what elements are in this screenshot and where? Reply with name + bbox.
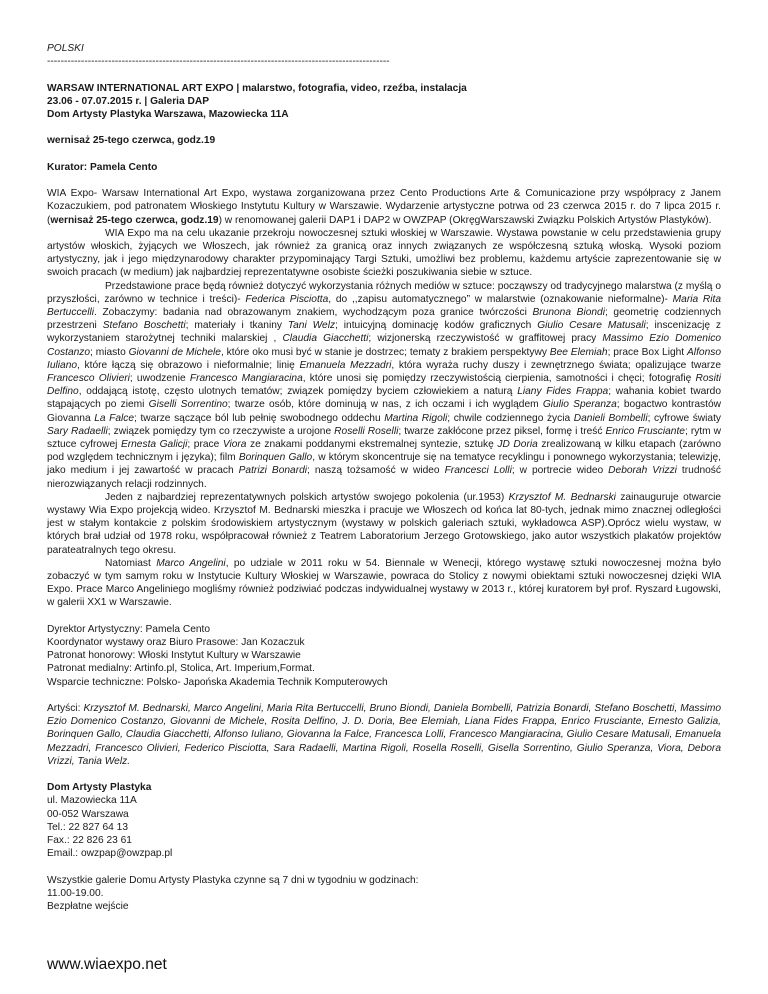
curator-line bbox=[47, 161, 721, 174]
artist-name: Bee Elemiah bbox=[549, 346, 608, 358]
language-label: POLSKI bbox=[47, 43, 84, 54]
vernissage-line bbox=[47, 134, 721, 147]
text-run: ; chwile codziennego życia bbox=[447, 412, 574, 424]
text-run: ; geometrię codziennych przestrzeni bbox=[47, 307, 721, 332]
separator-line: ----------------------------------------------------------------------------------------------------- bbox=[47, 56, 390, 68]
aim-paragraph: WIA Expo ma na celu ukazanie przekroju nowoczesnej sztuki włoskiej w Warszawie. Wystawa powstanie w celu przedstawienia grupy artystów włoskich, żyjących we Włoszech, jak również za granicą oraz innych związanych ze współczesną sztuką włoską. Wysoki poziom artystyczny, jak i jego międzynarodowy charakter przypominający Targi Sztuki, umożliwi bez problemu, każdemu artyście zaprezentowanie się w swoich pracach (w medium) jak najbardziej reprezentatywne osobiste ścieżki poszukiwania siebie w sztuce. bbox=[47, 227, 721, 279]
text-run: ; materiały i tkaniny bbox=[185, 320, 288, 332]
event-venue bbox=[47, 108, 721, 121]
contact-block bbox=[47, 781, 721, 860]
event-title bbox=[47, 82, 721, 95]
curator-text: Kurator: Pamela Cento bbox=[47, 161, 158, 173]
hours-line-3: Bezpłatne wejście bbox=[47, 901, 129, 913]
artist-name: Giselli Sorrentino bbox=[148, 399, 228, 411]
intro-part-2: ) w renomowanej galerii DAP1 i DAP2 w OWZPAP (OkręgWarszawski Związku Polskich Artystów Plastyków). bbox=[218, 214, 712, 226]
artist-name: Marco Angelini bbox=[156, 557, 226, 569]
artist-name: Rositi Delfino bbox=[47, 373, 721, 398]
artist-name: Federica Pisciotta bbox=[245, 293, 329, 305]
artists-paragraph bbox=[47, 702, 721, 768]
text-run: ; intuicyjną dominację kodów graficznych bbox=[335, 320, 538, 332]
intro-paragraph bbox=[47, 187, 721, 227]
artist-name: Massimo Ezio Domenico Costanzo bbox=[47, 333, 721, 358]
text-run: ; twarze sączące ból lub pełnię swobodnego oddechu bbox=[134, 412, 385, 424]
hours-block bbox=[47, 874, 721, 914]
text-run: Jeden z najbardziej reprezentatywnych polskich artystów swojego pokolenia (ur.1953) bbox=[105, 491, 509, 503]
contact-street: ul. Mazowiecka 11A bbox=[47, 795, 137, 807]
contact-email: Email.: owzpap@owzpap.pl bbox=[47, 848, 173, 860]
artist-name: Danieli Bombelli bbox=[573, 412, 648, 424]
credit-line: Dyrektor Artystyczny: Pamela Cento bbox=[47, 623, 211, 635]
text-run: , które unosi się pomiędzy rzeczywistością cierpienia, samotności i chęci; fotografię bbox=[302, 373, 696, 385]
document-page bbox=[47, 42, 721, 913]
artist-name: Deborah Vrizzi bbox=[608, 465, 677, 477]
hours-line-1: Wszystkie galerie Domu Artysty Plastyka czynne są 7 dni w tygodniu w godzinach: bbox=[47, 874, 419, 886]
artist-name: Giovanni de Michele bbox=[128, 346, 221, 358]
artist-name: Stefano Boschetti bbox=[102, 320, 186, 332]
event-venue-text: Dom Artysty Plastyka Warszawa, Mazowiecka 11A bbox=[47, 109, 289, 120]
contact-fax: Fax.: 22 826 23 61 bbox=[47, 835, 132, 847]
text-run: Natomiast bbox=[105, 557, 157, 569]
text-run: ; inscenizację z wykorzystaniem starożytnej techniki malarskiej , bbox=[47, 320, 721, 345]
artist-name: Liany Fides Frappa bbox=[517, 386, 609, 398]
contact-tel: Tel.: 22 827 64 13 bbox=[47, 821, 128, 833]
artist-name: Sary Radaelli bbox=[47, 425, 108, 437]
event-dates bbox=[47, 95, 721, 108]
artist-name: Giulio Speranza bbox=[542, 399, 617, 411]
credit-line: Patronat medialny: Artinfo.pl, Stolica, Art. Imperium,Format. bbox=[47, 663, 315, 675]
artist-name: Maria Rita Bertuccelli bbox=[47, 293, 722, 318]
text-run: ; twarze zakłócone przez piksel, formę i treść bbox=[398, 425, 606, 437]
text-run: , które łączą się obrazowo i nieformalnie; linię bbox=[77, 359, 300, 371]
text-run: , po udziale w 2011 roku w 54. Biennale w Wenecji, którego wystawę sztuki nowoczesnej można było zobaczyć w tym samym roku w Instytucie Kultury Włoskiej w Warszawie, powraca do Stolicy z nowymi obiektami sztuki nowoczesnej dzięki WIA Expo. Prace Marco Angeliniego mogliśmy również podziwiać podczas indywidualnej wystawy w 2013 r., której kuratorem był prof. Ryszard Ługowski, w galerii XX1 w Warszawie. bbox=[47, 557, 721, 609]
text-run: , oddającą istotę, często ulotnych tematów; związek pomiędzy byciem człowiekiem a naturą bbox=[78, 386, 518, 398]
artist-name: Borinquen Gallo bbox=[238, 452, 313, 464]
contact-name-text: Dom Artysty Plastyka bbox=[47, 782, 152, 794]
text-run: ; związek pomiędzy tym co rzeczywiste a urojone bbox=[107, 425, 335, 437]
credits-block bbox=[47, 623, 721, 689]
text-run: ; bogactwo kontrastów Giovanna bbox=[47, 399, 721, 424]
artist-name: Krzysztof M. Bednarski bbox=[508, 491, 616, 503]
vernissage-text: wernisaż 25-tego czerwca, godz.19 bbox=[47, 135, 216, 147]
bednarski-paragraph bbox=[47, 491, 721, 557]
event-title-text: WARSAW INTERNATIONAL ART EXPO | malarstwo, fotografia, video, rzeźba, instalacja bbox=[47, 82, 467, 94]
text-run: ze znakami poddanymi ekstremalnej syntezie, sztukę bbox=[246, 439, 498, 451]
credit-line: Koordynator wystawy oraz Biuro Prasowe: Jan Kozaczuk bbox=[47, 637, 305, 649]
text-run: ; cyfrowe światy bbox=[647, 412, 722, 424]
artist-name: Francesci Lolli bbox=[444, 465, 512, 477]
artist-name: Giulio Cesare Matusali bbox=[537, 320, 646, 332]
artist-name: Emanuela Mezzadri bbox=[299, 359, 392, 371]
event-dates-text: 23.06 - 07.07.2015 r. | Galeria DAP bbox=[47, 95, 209, 107]
artists-list: Krzysztof M. Bednarski, Marco Angelini, Maria Rita Bertuccelli, Bruno Biondi, Daniela Bombelli, Patrizia Bonardi, Stefano Boschetti, Massimo Ezio Domenico Costanzo, Giovanni de Michele, Rosita Delfino, J. D. Doria, Bee Elemiah, Liana Fides Frappa, Enrico Frusciante, Ernesto Galizia, Borinquen Gallo, Claudia Giacchetti, Alfonso Iuliano, Giovanna la Falce, Francesca Lolli, Francesco Mangiaracina, Giulio Cesare Matusali, Emanuela Mezzadri, Francesco Olivieri, Federico Pisciotta, Sara Radaelli, Martina Rigoli, Rosella Roselli, Gisella Sorrentino, Giulio Speranza, Viora, Debora Vrizzi, Tania Welz. bbox=[47, 703, 721, 767]
intro-part-1: WIA Expo- Warsaw International Art Expo, wystawa zorganizowana przez Cento Productions Arte & Comunicazione przy współpracy z Janem Kozaczukiem, pod patronatem Włoskiego Instytutu Kultury w Warszawie. Wydarzenie artystyczne potrwa od 23 czerwca 2015 r. do 7 lipca 2015 r. ( bbox=[47, 188, 721, 226]
artist-name: Ernesta Galicji bbox=[120, 439, 188, 451]
artist-name: La Falce bbox=[94, 412, 135, 424]
intro-vernissage-bold: wernisaż 25-tego czerwca, godz.19 bbox=[50, 214, 219, 226]
text-run: Przedstawione prace będą również dotyczyć wykorzystania różnych mediów w sztuce: począwszy od tradycyjnego malarstwa (z myślą o przyszłości, zarówno w technice i treści)- bbox=[47, 280, 721, 305]
text-run: ; uwodzenie bbox=[129, 373, 190, 385]
text-run: ; w portrecie wideo bbox=[511, 465, 609, 477]
artist-name: Brunona Biondi bbox=[532, 307, 605, 318]
artist-name: Martina Rigoli bbox=[384, 412, 448, 424]
artist-name: JD Doria bbox=[497, 439, 538, 451]
artist-name: Patrizi Bonardi bbox=[238, 465, 308, 477]
website-url: www.wiaexpo.net bbox=[47, 956, 167, 973]
text-run: , które oko musi być w stanie je dostrzec; tematy z brakiem perspektywy bbox=[220, 346, 550, 358]
text-run: zainauguruje otwarcie wystawy Wia Expo projekcją wideo. Krzysztof M. Bednarski mieszka i pracuje we Włoszech od końca lat 80-tych, jednak mimo znacznej odległości jest w stałym kontakcie z polskim środowiskiem artystycznym (wystawy w polskich galeriach sztuki, wykładowca ASP).Oprócz wielu wystaw, w których brał udział od 1978 roku, współpracował również z Teatrem Laboratorium Jerzego Grotowskiego, jako autor wszystkich plakatów projektów parateatralnych tego okresu. bbox=[47, 491, 722, 556]
angelini-paragraph bbox=[47, 557, 721, 610]
text-run: ; prace bbox=[187, 439, 223, 451]
artist-name: Enrico Frusciante bbox=[605, 425, 685, 437]
text-run: , do ,,zapisu automatycznego” w malarstwie (oznakowanie nieformalne)- bbox=[328, 293, 673, 305]
contact-name bbox=[47, 781, 721, 794]
credit-line: Patronat honorowy: Włoski Instytut Kultury w Warszawie bbox=[47, 650, 301, 662]
text-run: ; rytm w sztuce cyfrowej bbox=[47, 425, 722, 451]
media-paragraph bbox=[47, 280, 721, 491]
credit-line: Wsparcie techniczne: Polsko- Japońska Akademia Technik Komputerowych bbox=[47, 676, 388, 688]
artist-name: Alfonso Iuliano bbox=[47, 346, 721, 371]
text-run: , która wyraża ruchy duszy i zewnętrznego świata; opalizujące twarze bbox=[391, 359, 722, 371]
text-run: ; wahania kobiet twardo stąpających po ziemi bbox=[47, 386, 721, 411]
artist-name: Francesco Olivieri bbox=[47, 373, 130, 385]
hours-line-2: 11.00-19.00. bbox=[47, 887, 104, 899]
text-run: trudność nierozwiązanych relacji rodzinnych. bbox=[47, 465, 721, 490]
text-run: zrealizowaną w kilku etapach (zarówno pod względem technicznym i języka); film bbox=[47, 439, 721, 464]
artist-name: Roselli Roselli bbox=[334, 425, 399, 437]
text-run: , w którym skoncentruje się na tematyce recyklingu i ponownego wykorzystania; telewizję, jako medium i jej zawartość w pracach bbox=[47, 452, 721, 477]
text-run: ; miasto bbox=[90, 346, 129, 358]
artist-name: Claudia Giacchetti bbox=[282, 333, 369, 345]
text-run: ; prace Box Light bbox=[607, 346, 688, 358]
text-run: ; wizjonerską rzeczywistość w graffitowej pracy bbox=[368, 333, 603, 345]
artist-name: Viora bbox=[222, 439, 247, 451]
artist-name: Francesco Mangiaracina bbox=[189, 373, 303, 385]
artist-name: Tani Welz bbox=[287, 320, 336, 332]
text-run: ; twarze osób, które dominują w nas, z ich oczami i ich wyglądem bbox=[227, 399, 543, 411]
text-run: ; naszą tożsamość w wideo bbox=[307, 465, 445, 477]
text-run: . Zobaczymy: badania nad obrazowanym znakiem, wychodzącym poza granice twórczości bbox=[94, 307, 533, 318]
contact-city: 00-052 Warszawa bbox=[47, 808, 129, 820]
artists-label: Artyści: bbox=[47, 703, 84, 715]
